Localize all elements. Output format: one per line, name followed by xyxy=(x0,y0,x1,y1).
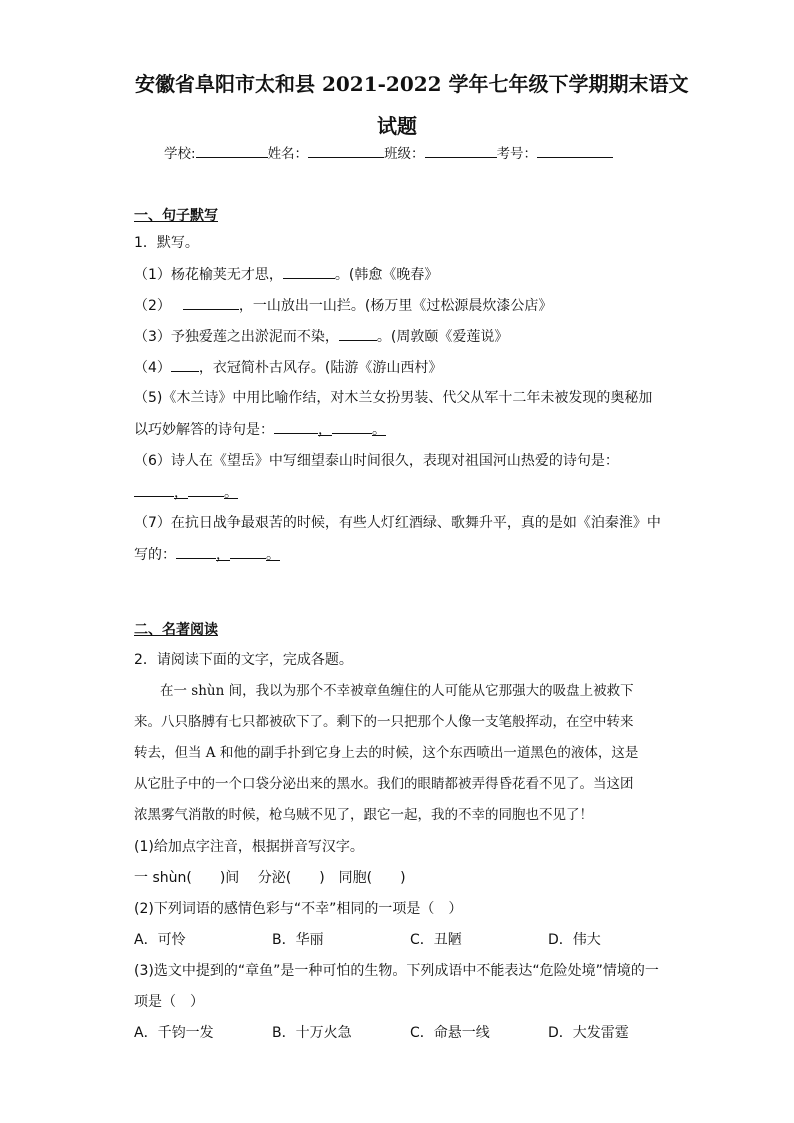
q1-item5-end: 。 xyxy=(372,422,386,438)
q1-item5-blank-a[interactable] xyxy=(274,419,318,434)
q1-item7-blank-b[interactable] xyxy=(230,544,266,559)
page-title-line1: 安徽省阜阳市太和县 2021-2022 学年七年级下学期期末语文 xyxy=(135,72,689,96)
q1-item2-source: ，一山放出一山拦。(杨万里《过松源晨炊漆公店》 xyxy=(238,298,553,314)
passage-line: 从它肚子中的一个口袋分泌出来的黑水。我们的眼睛都被弄得昏花看不见了。当这团 xyxy=(134,776,634,792)
q2-sub2-option-a[interactable]: A．可怜 xyxy=(134,932,186,948)
q1-item1-blank[interactable] xyxy=(283,264,335,279)
class-label: 班级： xyxy=(384,146,425,162)
name-blank[interactable] xyxy=(308,143,384,158)
passage-line: 来。八只胳膊有七只都被砍下了。剩下的一只把那个人像一支笔般挥动，在空中转来 xyxy=(134,714,634,730)
q2-stem: 2．请阅读下面的文字，完成各题。 xyxy=(134,652,353,668)
q1-item1-text: （1）杨花榆荚无才思， xyxy=(134,267,283,283)
q1-item4 xyxy=(134,357,442,378)
q2-sub1-items: 一 shùn( )间 分泌( ) 同胞( ) xyxy=(134,870,406,886)
q1-item6-sep: ， xyxy=(174,485,188,501)
q2-sub3-line2: 项是（ ） xyxy=(134,994,204,1010)
passage-line: 浓黑雾气消散的时候，枪乌贼不见了，跟它一起，我的不幸的同胞也不见了！ xyxy=(134,807,593,823)
q2-sub2: (2)下列词语的感情色彩与“不幸”相同的一项是（ ） xyxy=(134,901,463,917)
passage-line: 在一 shùn 间，我以为那个不幸被章鱼缠住的人可能从它那强大的吸盘上被救下 xyxy=(160,683,634,699)
q1-stem: 1．默写。 xyxy=(134,235,199,251)
q1-item7-end: 。 xyxy=(266,547,280,563)
q1-item5-prompt: 以巧妙解答的诗句是： xyxy=(134,422,274,438)
section2-heading: 二、名著阅读 xyxy=(134,622,218,638)
passage-line: 转去，但当 A 和他的副手扑到它身上去的时候，这个东西喷出一道黑色的液体，这是 xyxy=(134,745,639,761)
q1-item7-line2 xyxy=(134,544,280,565)
page-title-line2: 试题 xyxy=(377,114,417,138)
q1-item6-end: 。 xyxy=(224,485,238,501)
q2-sub2-option-c[interactable]: C．丑陋 xyxy=(410,932,462,948)
number-label: 考号： xyxy=(496,146,538,162)
q1-item5-blank-b[interactable] xyxy=(332,419,372,434)
school-label: 学校: xyxy=(164,146,196,162)
q1-item4-text: （4） xyxy=(134,360,171,376)
q1-item1-source: 。(韩愈《晚春》 xyxy=(334,267,439,283)
q2-sub1: (1)给加点字注音，根据拼音写汉字。 xyxy=(134,839,364,855)
q1-item7-prompt: 写的： xyxy=(134,547,176,563)
q1-item7-blank-a[interactable] xyxy=(176,544,216,559)
q1-item6-blank-b[interactable] xyxy=(188,482,224,497)
q1-item5-sep: ， xyxy=(318,422,332,438)
school-blank[interactable] xyxy=(196,143,268,158)
q2-sub3-option-a[interactable]: A．千钧一发 xyxy=(134,1025,214,1041)
q1-item3-blank[interactable] xyxy=(339,326,377,341)
q2-sub2-option-b[interactable]: B．华丽 xyxy=(272,932,324,948)
number-blank[interactable] xyxy=(537,143,613,158)
q2-sub3-option-d[interactable]: D．大发雷霆 xyxy=(548,1025,629,1041)
q1-item3 xyxy=(134,326,508,347)
q1-item6-line2 xyxy=(134,482,238,503)
q1-item1 xyxy=(134,264,438,285)
student-info-line xyxy=(164,143,613,164)
q1-item7-sep: ， xyxy=(216,547,230,563)
q1-item3-text: （3）予独爱莲之出淤泥而不染， xyxy=(134,329,339,345)
q2-sub3-option-c[interactable]: C．命悬一线 xyxy=(410,1025,490,1041)
q1-item6-blank-a[interactable] xyxy=(134,482,174,497)
q1-item2-text: （2） xyxy=(134,298,171,314)
q1-item2 xyxy=(134,295,552,316)
q2-sub3-option-b[interactable]: B．十万火急 xyxy=(272,1025,352,1041)
q1-item7-line1: （7）在抗日战争最艰苦的时候，有些人灯红酒绿、歌舞升平，真的是如《泊秦淮》中 xyxy=(134,515,661,531)
q2-sub2-option-d[interactable]: D．伟大 xyxy=(548,932,601,948)
q1-item6-line1: （6）诗人在《望岳》中写细望泰山时间很久，表现对祖国河山热爱的诗句是： xyxy=(134,453,619,469)
q1-item5-line1: （5)《木兰诗》中用比喻作结，对木兰女扮男装、代父从军十二年未被发现的奥秘加 xyxy=(134,390,653,406)
q1-item4-source: ，衣冠简朴古风存。(陆游《游山西村》 xyxy=(198,360,443,376)
q1-item2-blank[interactable] xyxy=(183,295,239,310)
q1-item5-line2 xyxy=(134,419,386,440)
q2-sub3-line1: (3)选文中提到的“章鱼”是一种可怕的生物。下列成语中不能表达“危险处境”情境的一 xyxy=(134,963,659,979)
section1-heading: 一、句子默写 xyxy=(134,208,218,224)
class-blank[interactable] xyxy=(425,143,497,158)
q1-item3-source: 。(周敦颐《爱莲说》 xyxy=(376,329,509,345)
name-label: 姓名： xyxy=(267,146,309,162)
q1-item4-blank[interactable] xyxy=(171,357,199,372)
